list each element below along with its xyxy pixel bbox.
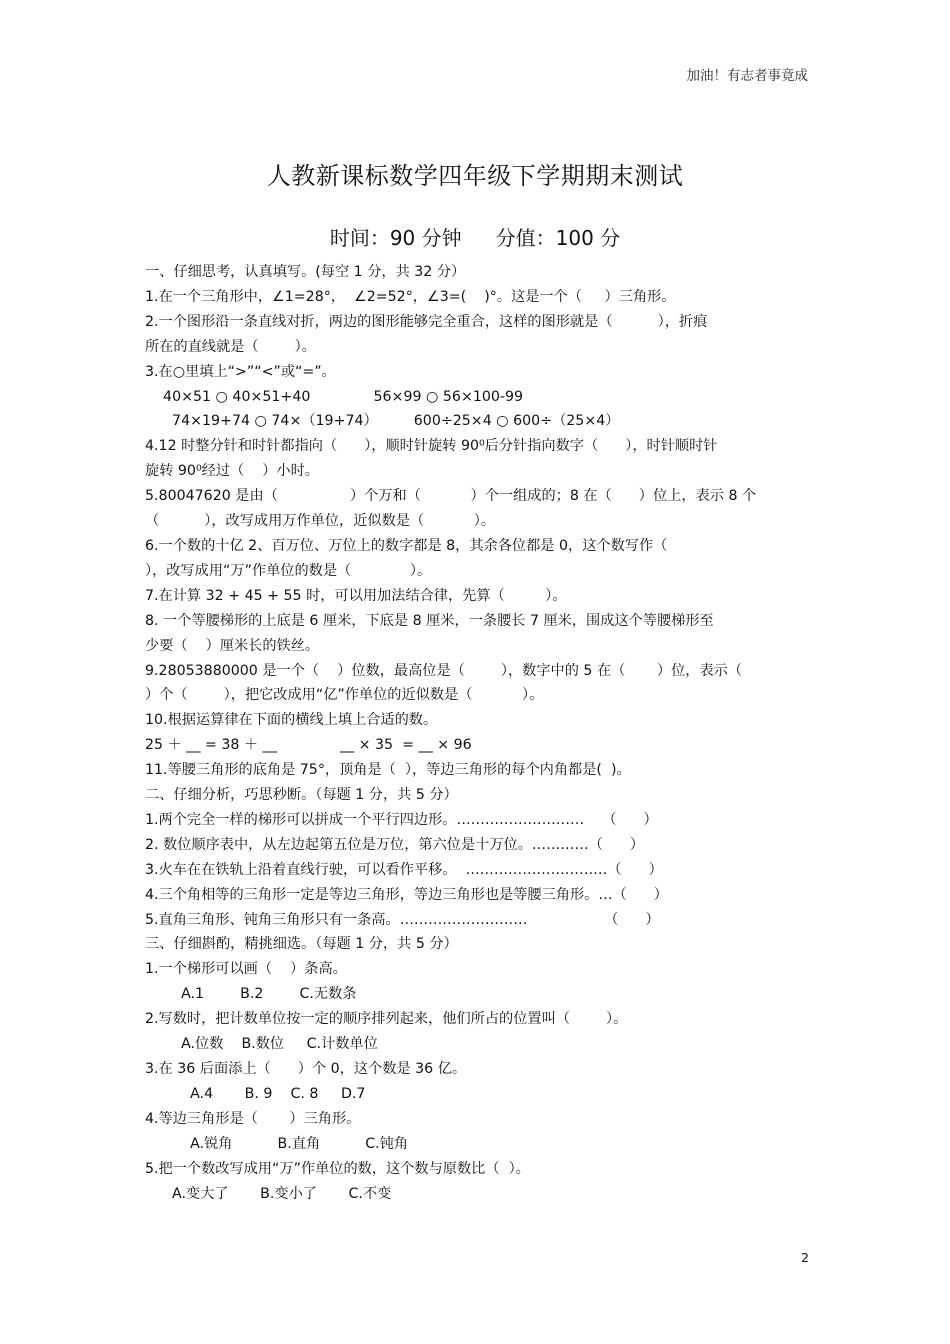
exam-line: 6.一个数的十亿 2、百万位、万位上的数字都是 8，其余各位都是 0，这个数写作（ [145,537,668,554]
exam-line: 1.两个完全一样的梯形可以拼成一个平行四边形。……………………… （ ） [145,811,658,828]
exam-line: 1.一个梯形可以画（ ）条高。 [145,961,347,978]
exam-line: A.4 B. 9 C. 8 D.7 [145,1085,366,1102]
exam-line: 三、仔细斟酌，精挑细选。（每题 1 分，共 5 分） [145,936,458,953]
exam-line: 8. 一个等腰梯形的上底是 6 厘米，下底是 8 厘米，一条腰长 7 厘米，围成这个等腰梯形至 [145,612,714,629]
page-header: 加油！有志者事竟成 [686,68,808,84]
exam-line: 25 ＋ __ = 38 ＋ __ __ × 35 = __ × 96 [145,737,472,754]
exam-line: 旋转 90⁰经过（ ）小时。 [145,463,319,480]
exam-line: 5.把一个数改写成用“万”作单位的数，这个数与原数比（ ）。 [145,1160,530,1177]
exam-line: 5.直角三角形、钝角三角形只有一条高。……………………… （ ） [145,911,660,928]
exam-line: 3.火车在在铁轨上沿着直线行驶，可以看作平移。 …………………………（ ） [145,861,663,878]
exam-line: 少要（ ）厘米长的铁丝。 [145,637,320,654]
exam-line: 7.在计算 32 + 45 + 55 时，可以用加法结合律，先算（ ）。 [145,587,567,604]
exam-line: A.变大了 B.变小了 C.不变 [145,1185,392,1202]
exam-line: ），改写成用“万”作单位的数是（ ）。 [145,562,432,579]
exam-line: 5.80047620 是由（ ）个万和（ ）个一组成的；8 在（ ）位上，表示 8 个 [145,488,757,505]
exam-line: 二、仔细分析，巧思秒断。（每题 1 分，共 5 分） [145,787,458,804]
exam-line: A.锐角 B.直角 C.钝角 [145,1135,409,1152]
exam-line: A.位数 B.数位 C.计数单位 [145,1036,378,1053]
exam-time: 时间：90 分钟 [329,226,462,250]
exam-score: 分值：100 分 [495,226,621,250]
exam-line: 2.写数时，把计数单位按一定的顺序排列起来，他们所占的位置叫（ ）。 [145,1011,628,1028]
exam-line: 所在的直线就是（ ）。 [145,338,316,355]
exam-line: 3.在 36 后面添上（ ）个 0，这个数是 36 亿。 [145,1061,467,1077]
exam-line: 2.一个图形沿一条直线对折，两边的图形能够完全重合，这样的图形就是（ ），折痕 [145,313,708,330]
exam-line: 11.等腰三角形的底角是 75°，顶角是（ ），等边三角形的每个内角都是( )。 [145,762,631,779]
exam-line: 74×19+74 ○ 74×（19+74） 600÷25×4 ○ 600÷（25×4） [145,413,620,430]
exam-line: 一、仔细思考，认真填写。(每空 1 分，共 32 分） [145,264,466,280]
page-number: 2 [801,1250,809,1265]
exam-line: 2. 数位顺序表中，从左边起第五位是万位，第六位是十万位。…………（ ） [145,836,645,853]
exam-line: 10.根据运算律在下面的横线上填上合适的数。 [145,712,438,729]
exam-content [145,260,809,1206]
exam-line: ）个（ ），把它改成用“亿”作单位的近似数是（ ）。 [145,687,544,704]
exam-line: 1.在一个三角形中，∠1=28°， ∠2=52°，∠3=( )°。这是一个（ ）三角形。 [145,288,676,305]
exam-line: 4.12 时整分针和时针都指向（ ），顺时针旋转 90⁰后分针指向数字（ ），时针顺时针 [145,438,718,455]
exam-line: A.1 B.2 C.无数条 [145,986,357,1003]
exam-line: 40×51 ○ 40×51+40 56×99 ○ 56×100-99 [145,388,524,405]
exam-line: 9.28053880000 是一个（ ）位数，最高位是（ ），数字中的 5 在（ ）位，表示（ [145,662,743,679]
page-title: 人教新课标数学四年级下学期期末测试 [266,162,684,190]
exam-line: 4.等边三角形是（ ）三角形。 [145,1110,361,1127]
exam-info [0,222,950,251]
exam-line: （ ），改写成用万作单位，近似数是（ ）。 [145,513,496,530]
exam-line: 4.三个角相等的三角形一定是等边三角形，等边三角形也是等腰三角形。…（ ） [145,886,668,903]
exam-line: 3.在○里填上“>”“<”或“=”。 [145,363,336,380]
